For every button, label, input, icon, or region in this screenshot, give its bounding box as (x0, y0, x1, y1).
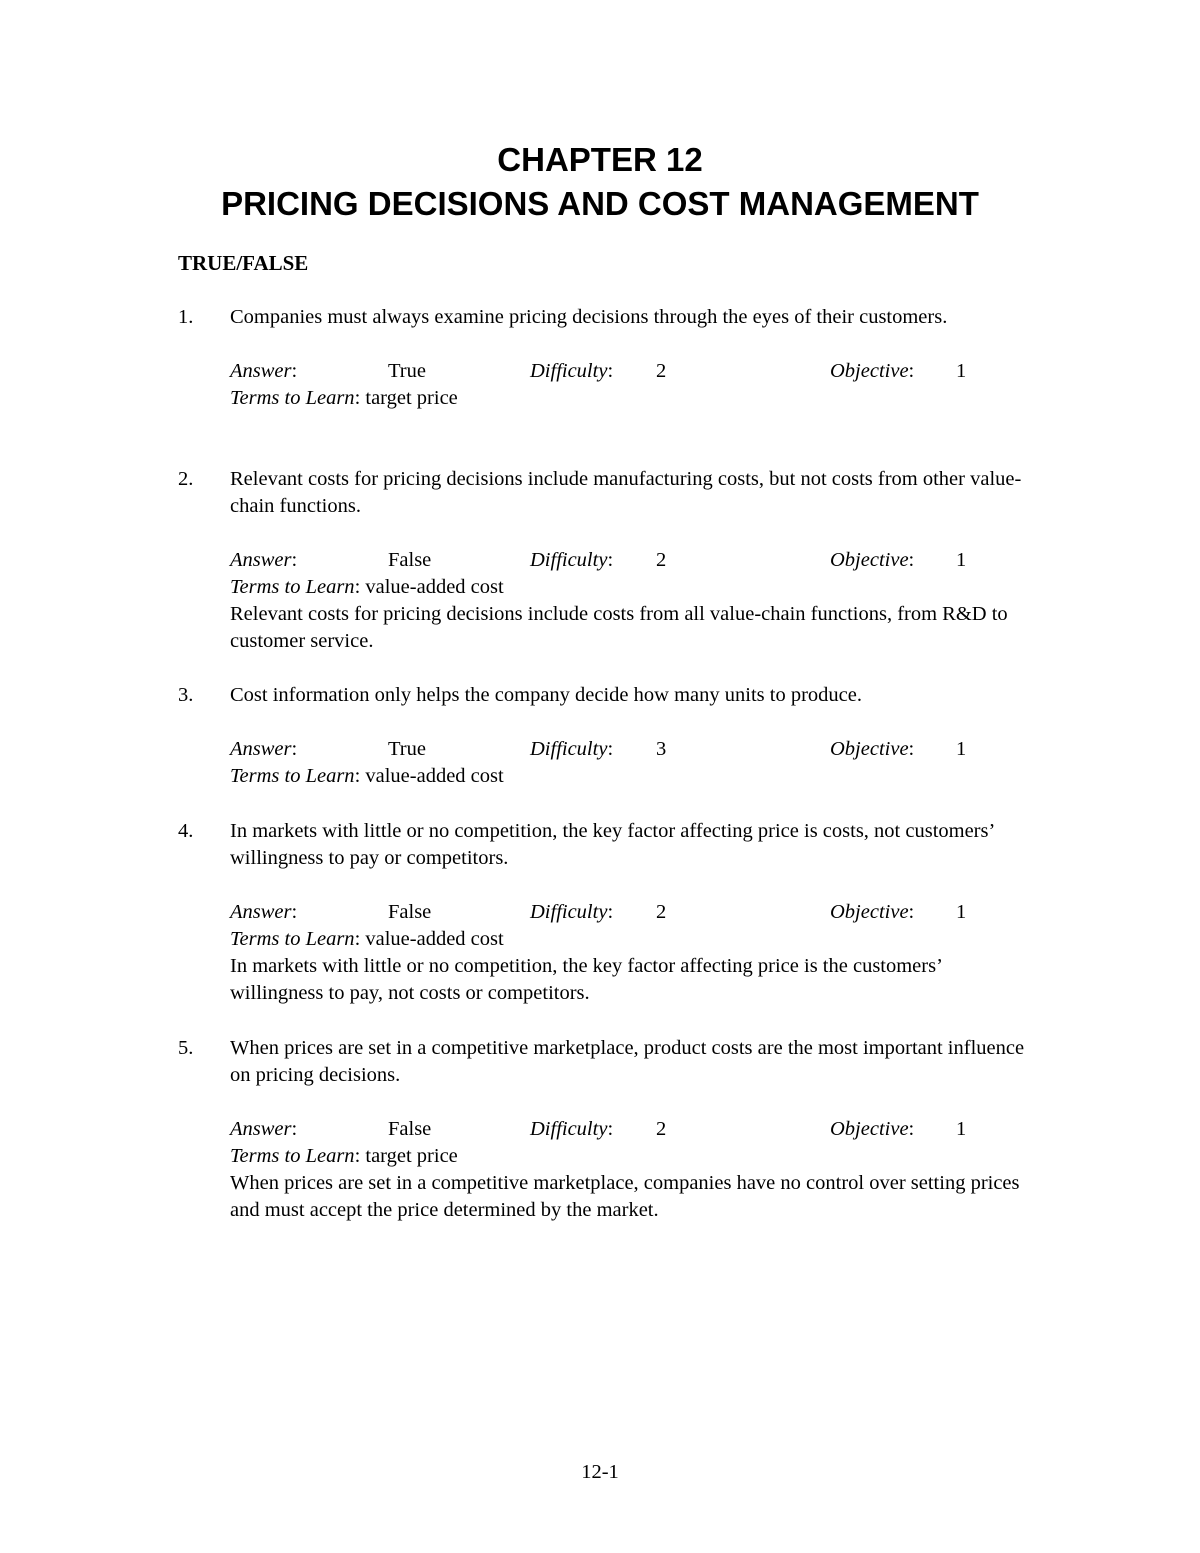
question-text: Relevant costs for pricing decisions include manufacturing costs, but not costs from other value-chain functions. (230, 468, 1022, 517)
question-number: 2. (178, 468, 194, 490)
answer-label: Answer: (230, 1118, 298, 1140)
question-3 (178, 682, 1058, 790)
difficulty-value: 2 (656, 1118, 667, 1140)
answer-row (230, 899, 1030, 926)
terms-to-learn: Terms to Learn: value-added cost (230, 576, 504, 598)
question-2 (178, 466, 1058, 655)
terms-value: target price (365, 1145, 458, 1167)
explanation: In markets with little or no competition, the key factor affecting price is the customers’ willingness to pay, not costs or competitors. (230, 955, 942, 1004)
question-number: 1. (178, 306, 194, 328)
terms-label: Terms to Learn (230, 1145, 355, 1167)
chapter-heading: CHAPTER 12 (497, 141, 703, 178)
objective-value: 1 (956, 1118, 967, 1140)
terms-label: Terms to Learn (230, 576, 355, 598)
answer-label: Answer: (230, 549, 298, 571)
question-text: Cost information only helps the company decide how many units to produce. (230, 684, 862, 706)
answer-value: True (388, 360, 426, 382)
difficulty-label: Difficulty: (530, 1118, 614, 1140)
terms-label: Terms to Learn (230, 928, 355, 950)
difficulty-value: 3 (656, 738, 667, 760)
question-4 (178, 818, 1058, 1007)
answer-label: Answer: (230, 901, 298, 923)
objective-value: 1 (956, 549, 967, 571)
answer-row (230, 1116, 1030, 1143)
chapter-title: PRICING DECISIONS AND COST MANAGEMENT (221, 185, 979, 222)
question-number: 5. (178, 1037, 194, 1059)
explanation: Relevant costs for pricing decisions include costs from all value-chain functions, from R&D to customer service. (230, 603, 1008, 652)
answer-row (230, 547, 1030, 574)
page-number: 12-1 (581, 1461, 619, 1483)
terms-to-learn: Terms to Learn: target price (230, 1145, 458, 1167)
objective-label: Objective: (830, 1118, 915, 1140)
terms-to-learn: Terms to Learn: target price (230, 387, 458, 409)
answer-block (230, 358, 1030, 412)
difficulty-value: 2 (656, 549, 667, 571)
terms-value: value-added cost (365, 928, 504, 950)
answer-value: False (388, 901, 432, 923)
explanation: When prices are set in a competitive marketplace, companies have no control over setting prices and must accept the price determined by the market. (230, 1172, 1020, 1221)
question-text: Companies must always examine pricing decisions through the eyes of their customers. (230, 306, 948, 328)
terms-label: Terms to Learn (230, 765, 355, 787)
objective-label: Objective: (830, 360, 915, 382)
objective-value: 1 (956, 738, 967, 760)
answer-row (230, 736, 1030, 763)
terms-to-learn: Terms to Learn: value-added cost (230, 928, 504, 950)
difficulty-label: Difficulty: (530, 360, 614, 382)
section-heading: TRUE/FALSE (178, 251, 309, 275)
answer-block (230, 736, 1030, 790)
answer-label: Answer: (230, 360, 298, 382)
terms-to-learn: Terms to Learn: value-added cost (230, 765, 504, 787)
objective-value: 1 (956, 901, 967, 923)
answer-row (230, 358, 1030, 385)
difficulty-label: Difficulty: (530, 549, 614, 571)
difficulty-label: Difficulty: (530, 738, 614, 760)
answer-block (230, 1116, 1030, 1224)
answer-value: True (388, 738, 426, 760)
answer-block (230, 547, 1030, 655)
question-text: In markets with little or no competition, the key factor affecting price is costs, not customers’ willingness to pay or competitors. (230, 820, 994, 869)
question-number: 4. (178, 820, 194, 842)
question-text: When prices are set in a competitive marketplace, product costs are the most important influence on pricing decisions. (230, 1037, 1025, 1086)
terms-value: target price (365, 387, 458, 409)
objective-label: Objective: (830, 901, 915, 923)
difficulty-value: 2 (656, 901, 667, 923)
difficulty-value: 2 (656, 360, 667, 382)
terms-value: value-added cost (365, 765, 504, 787)
objective-label: Objective: (830, 549, 915, 571)
answer-value: False (388, 1118, 432, 1140)
question-5 (178, 1035, 1058, 1224)
question-number: 3. (178, 684, 194, 706)
answer-label: Answer: (230, 738, 298, 760)
terms-label: Terms to Learn (230, 387, 355, 409)
question-1 (178, 304, 1058, 412)
answer-value: False (388, 549, 432, 571)
terms-value: value-added cost (365, 576, 504, 598)
objective-label: Objective: (830, 738, 915, 760)
answer-block (230, 899, 1030, 1007)
difficulty-label: Difficulty: (530, 901, 614, 923)
objective-value: 1 (956, 360, 967, 382)
